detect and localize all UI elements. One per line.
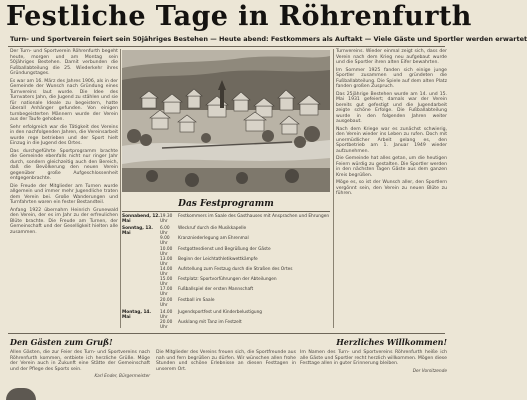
event-time: 14.00 Uhr [160,309,173,320]
headline: Festliche Tage in Röhrenfurth [6,1,472,32]
event-desc: Aufstellung zum Festzug durch die Straßen des Ortes [178,266,293,272]
right-text-column [336,49,447,328]
right-paragraph: Nach dem Kriege war es zunächst schwierig, den Verein wieder ins Leben zu rufen. Doch mit unermüdlicher Arbeit gelang es, den Sportbetrieb am 1. Januar 1949 wieder aufzunehmen. [336,126,447,154]
event-time: 13.00 Uhr [160,256,173,267]
greeting-right [300,337,447,400]
program-event [160,287,330,297]
greeting-left-signature: Karl Ender, Bürgermeister [94,374,150,379]
program-day [122,214,330,224]
greeting-right-title: Herzliches Willkommen! [336,337,447,347]
program-event [160,214,330,224]
event-desc: Weckruf durch die Musikkapelle [178,226,247,232]
program-day-label: Sonntag, 13. Mai [122,226,153,237]
event-desc: Festplatz: Sportvorführungen der Abteilungen [178,277,277,283]
village-photo-drawing [122,50,330,192]
left-paragraph: Anfang 1922 übernahm Heinrich Grunewald den Verein, der es im Jahr zu der erfreulichen Blüte brachte. Die Freude am Turnen, der Gemeinschaft und der Geselligkeit hielten alle zusammen. [10,207,118,235]
program-event [160,226,330,236]
event-desc: Jugendsportfest und Kinderbelustigung [178,309,263,315]
program-event [160,247,330,257]
greeting-left-title: Den Gästen zum Gruß! [10,337,113,347]
program-day-label: Montag, 14. Mai [122,309,152,320]
event-desc: Fußballspiel der ersten Mannschaft [178,287,254,293]
right-paragraph: Turnvereins. Wieder einmal zeigt sich, dass der Verein nach dem Krieg neu aufgebaut wurde und die Sportler ihren alten Eifer bewahrten. [336,49,447,65]
event-desc: Ausklang mit Tanz im Festzelt [178,319,242,325]
left-paragraph: Sehr erfolgreich war die Tätigkeit des Vereins in den nachfolgenden Jahren, die Vereinsarbeit wurde rege betrieben und der Sport hielt Einzug in die Jugend des Ortes. [10,124,118,146]
right-paragraph: Im Sommer 1925 fanden sich einige junge Sportler zusammen und gründeten die Fußballabteilung. Die Spiele auf dem alten Platz fanden großen Zuspruch. [336,67,447,89]
program-title: Das Festprogramm [178,199,274,209]
event-time: 17.00 Uhr [160,287,173,298]
greeting-mid-text: Die Mitglieder des Vereins freuen sich, die Sportfreunde aus nah und fern begrüßen zu dürfen. Wir wünschen allen frohe Stunden und schöne Erlebnisse an diesen Festtagen in unserem Ort. [156,350,296,372]
greeting-left-text: Allen Gästen, die zur Feier des Turn- und Sportvereins nach Röhrenfurth kommen, entbiete ich herzliche Grüße. Möge der Verein auch in Zukunft eine Stätte der Gemeinschaft und der Pflege des Sports sein. [10,350,150,372]
program-event [160,298,330,308]
column-divider [120,49,121,328]
event-time: 14.00 Uhr [160,266,173,278]
right-paragraph: Möge es, so ist der Wunsch aller, den Sportlern vergönnt sein, den Verein zu neuen Blüte zu führen. [336,180,447,196]
program-rule [122,211,330,212]
event-time: 9.00 Uhr [160,236,170,247]
event-time: 20.00 Uhr [160,297,173,308]
left-text-column [10,49,118,328]
festival-program [122,198,330,329]
left-paragraph: Das durchgeführte Sportprogramm brachte die Gemeinde ebenfalls nicht nur ringer Jahr durch, sondern gleichzeitig auch den Bereich, daß die Bevölkerung den neuen Verein gegenüber große Aufgeschlossenheit entgegenbrachte. [10,148,118,181]
program-day [122,310,330,330]
program-event [160,320,330,330]
program-day [122,226,330,308]
program-event [160,277,330,287]
event-time: 10.00 Uhr [160,246,173,257]
greeting-right-signature: Der Vorsitzende [412,368,447,374]
column-divider [333,49,334,328]
event-time: 20.00 Uhr [160,319,173,330]
header-rule [8,46,445,47]
event-time: 19.30 Uhr [160,214,173,225]
program-event [160,236,330,246]
event-desc: Kranzniederlegung am Ehrenmal [178,236,249,242]
bottom-rule [8,333,445,334]
greeting-mid [156,337,296,400]
event-desc: Beginn der Leichtathletikwettkämpfe [178,256,258,262]
event-time: 15.00 Uhr [160,277,173,288]
program-event [160,267,330,277]
village-photo [122,50,330,192]
event-time: 6.00 Uhr [160,226,170,237]
subheadline: Turn- und Sportverein feiert sein 50jähriges Bestehen — Heute abend: Festkommers als Auftakt — Viele Gäste und Sportler werden erwartet [10,35,527,43]
left-paragraph: Der Turn- und Sportverein Röhrenfurth begeht heute, morgen und am Montag sein 50jähriges Bestehen. Damit verbunden die Fußballabteilung die 25. Wiederkehr ihres Gründungstages. [10,49,118,76]
left-paragraph: Es war am 16. März des Jahres 1906, als in der Gemeinde der Wunsch nach Gründung eines Turnvereins laut wurde. Die Idee des Turnvaters Jahn, die Jugend zu stählen und sie für nationale Ideale zu begeistern, hatte überall Anhänger gefunden. Von einigen turnbegeisterten Männern wurde der Verein aus der Taufe gehoben. [10,78,118,122]
left-paragraph: Die Freude der Mitglieder am Turnen wurde allgemein und immer mehr Jugendliche traten dem Verein bei. Große Wanderungen und Turnfahrten waren ein fester Bestandteil. [10,183,118,205]
program-event [160,257,330,267]
greeting-right-text: Im Namen des Turn- und Sportvereins Röhrenfurth heiße ich alle Gäste und Sportler recht herzlich willkommen. Mögen diese Festtage allen in guter Erinnerung bleiben. [300,350,447,366]
event-desc: Festkommers im Saale des Gasthauses mit Ansprachen und Ehrungen [178,214,330,219]
event-desc: Festgottesdienst und Begrüßung der Gäste [178,246,271,252]
program-day-label: Sonnabend, 12. Mai [122,214,160,225]
program-event [160,310,330,320]
event-desc: Festball im Saale [178,297,215,303]
club-emblem-icon [6,388,36,400]
right-paragraph: Die Gemeinde hat alles getan, um die heutigen Feiern würdig zu gestalten. Die Sportler werden in den nächsten Tagen Gäste aus dem ganzen Kreis begrüßen. [336,156,447,178]
right-paragraph: Das 25jährige Bestehen wurde am 14. und 15. Mai 1931 gefeiert; damals war der Verein bereits gut gefestigt und die Jugendarbeit zeigte schöne Erfolge. Die Fußballabteilung wurde in den folgenden Jahren weiter ausgebaut. [336,91,447,124]
